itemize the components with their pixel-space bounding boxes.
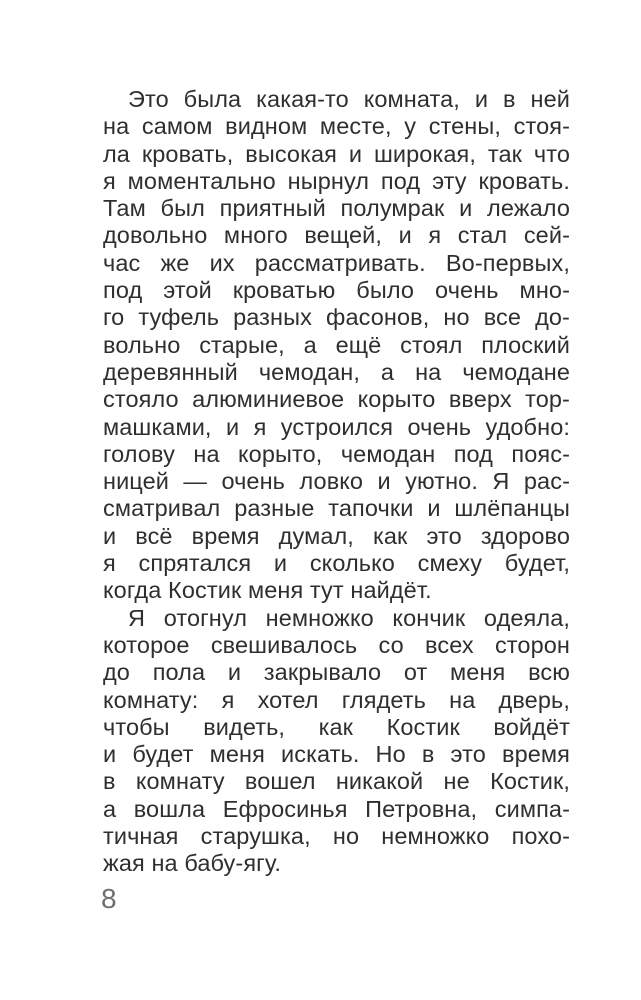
text-block <box>103 86 570 878</box>
text-line: до пола и закрывало от меня всю <box>103 659 570 686</box>
text-line: довольно много вещей, и я стал сей- <box>103 222 570 249</box>
text-line: голову на корыто, чемодан под пояс- <box>103 440 570 467</box>
text-line: Там был приятный полумрак и лежало <box>103 195 570 222</box>
text-line: под этой кроватью было очень мно- <box>103 277 570 304</box>
text-line: которое свешивалось со всех сторон <box>103 631 570 658</box>
paragraph-2 <box>103 605 570 878</box>
page-number: 8 <box>101 883 117 914</box>
text-line: на самом видном месте, у стены, стоя- <box>103 113 570 140</box>
text-line: жая на бабу-ягу. <box>103 850 281 877</box>
text-line: ла кровать, высокая и широкая, так что <box>103 140 570 167</box>
text-line: и всё время думал, как это здорово <box>103 522 570 549</box>
text-line: я моментально нырнул под эту кровать. <box>103 167 570 194</box>
text-line: тичная старушка, но немножко похо- <box>103 823 570 850</box>
text-line: комнату: я хотел глядеть на дверь, <box>103 686 570 713</box>
text-line: я спрятался и сколько смеху будет, <box>103 550 570 577</box>
text-line: а вошла Ефросинья Петровна, симпа- <box>103 795 570 822</box>
text-line: деревянный чемодан, а на чемодане <box>103 358 570 385</box>
text-line: сматривал разные тапочки и шлёпанцы <box>103 495 570 522</box>
text-line: в комнату вошел никакой не Костик, <box>103 768 570 795</box>
text-line: Я отогнул немножко кончик одеяла, <box>128 604 570 631</box>
paragraph-1 <box>103 86 570 605</box>
text-line: когда Костик меня тут найдёт. <box>103 577 432 604</box>
text-line: Это была какая-то комната, и в ней <box>128 86 570 112</box>
text-line: стояло алюминиевое корыто вверх тор- <box>103 386 570 413</box>
text-line: чтобы видеть, как Костик войдёт <box>103 713 570 740</box>
text-line: машками, и я устроился очень удобно: <box>103 413 570 440</box>
text-line: вольно старые, а ещё стоял плоский <box>103 331 570 358</box>
text-line: и будет меня искать. Но в это время <box>103 741 570 768</box>
text-line: час же их рассматривать. Во-первых, <box>103 249 570 276</box>
text-line: ницей — очень ловко и уютно. Я рас- <box>103 468 570 495</box>
text-line: го туфель разных фасонов, но все до- <box>103 304 570 331</box>
